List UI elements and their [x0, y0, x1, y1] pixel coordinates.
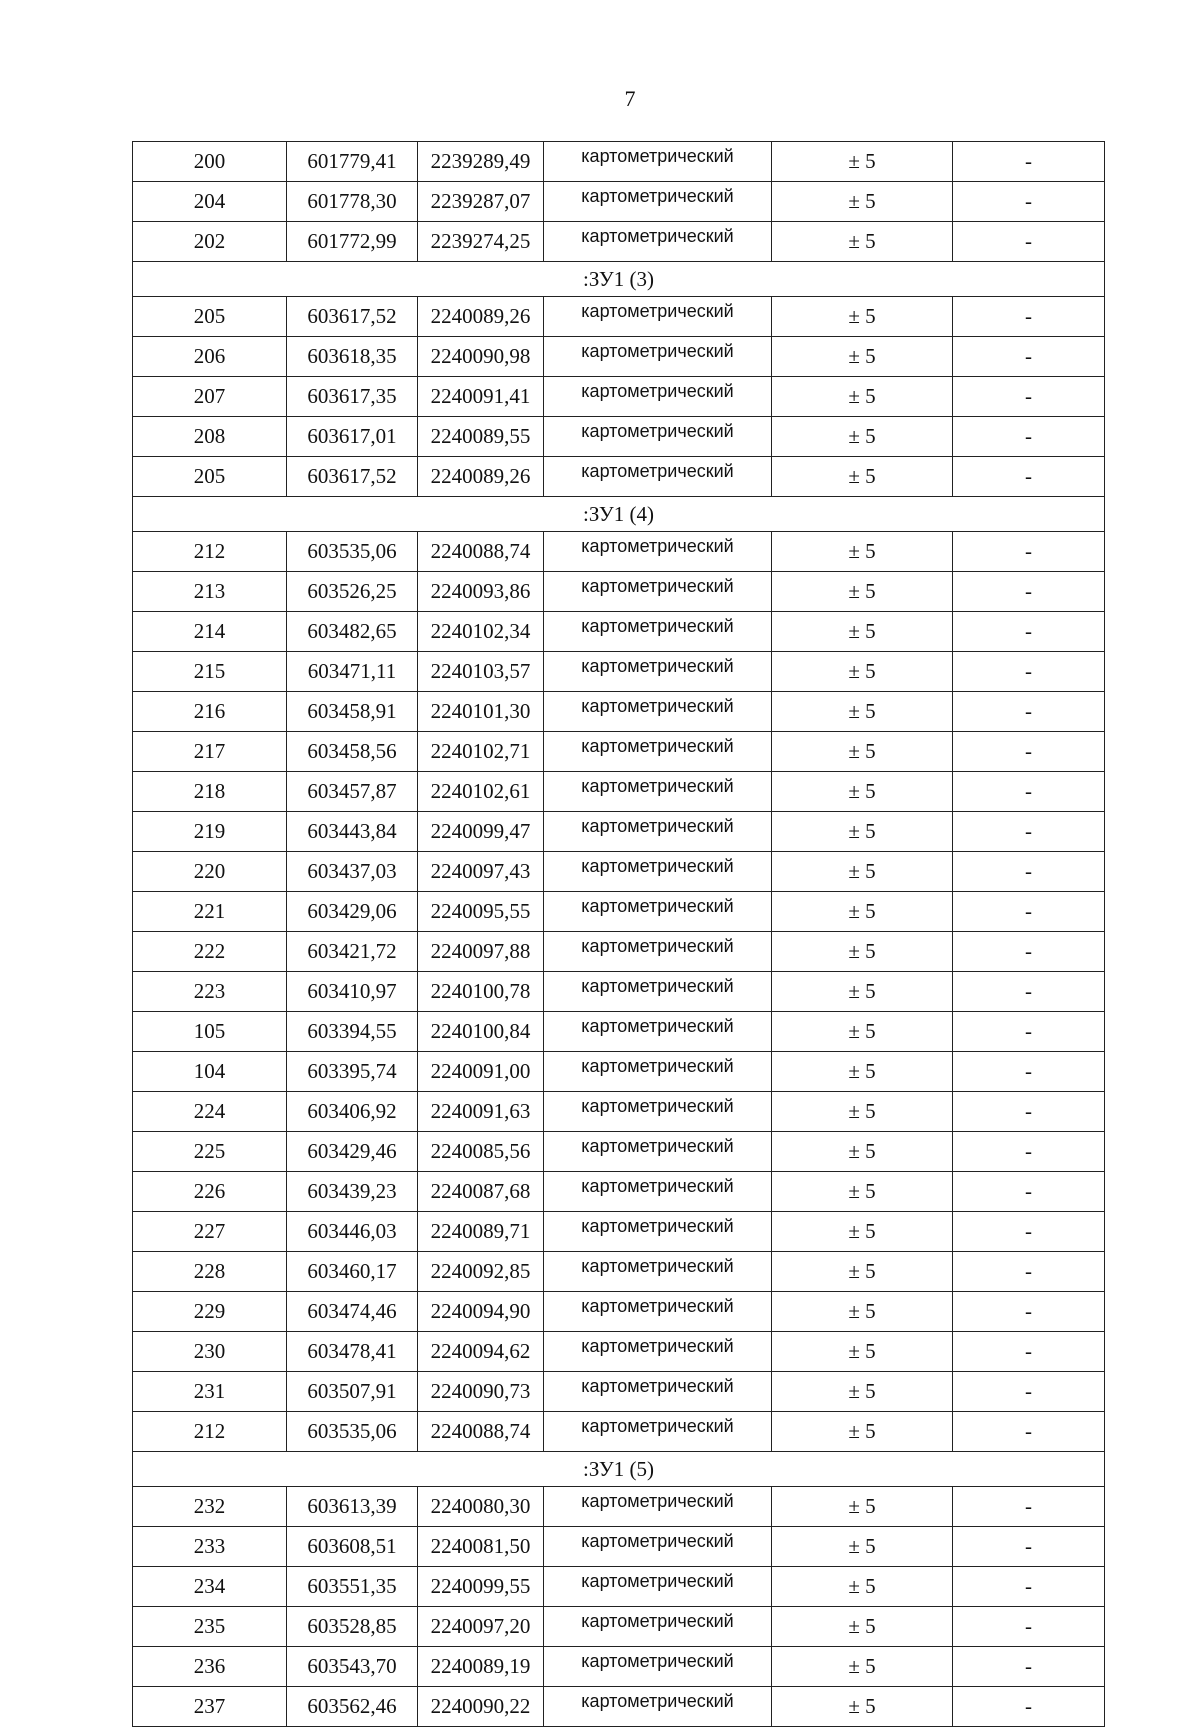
description-cell: -: [953, 572, 1105, 612]
x-coordinate-cell: 603562,46: [287, 1687, 418, 1727]
section-label: :ЗУ1 (4): [133, 497, 1105, 532]
point-number-cell: 220: [133, 852, 287, 892]
point-number-cell: 236: [133, 1647, 287, 1687]
point-number-cell: 216: [133, 692, 287, 732]
accuracy-cell: ± 5: [772, 932, 953, 972]
point-number-cell: 229: [133, 1292, 287, 1332]
y-coordinate-cell: 2240089,26: [418, 457, 544, 497]
method-cell: картометрический: [544, 812, 772, 852]
accuracy-cell: ± 5: [772, 972, 953, 1012]
table-row: [133, 572, 1105, 612]
description-cell: -: [953, 1412, 1105, 1452]
description-cell: -: [953, 1052, 1105, 1092]
method-cell: картометрический: [544, 892, 772, 932]
method-cell: картометрический: [544, 1132, 772, 1172]
x-coordinate-cell: 603429,06: [287, 892, 418, 932]
method-cell: картометрический: [544, 572, 772, 612]
method-cell: картометрический: [544, 337, 772, 377]
point-number-cell: 230: [133, 1332, 287, 1372]
method-cell: картометрический: [544, 692, 772, 732]
y-coordinate-cell: 2239274,25: [418, 222, 544, 262]
method-cell: картометрический: [544, 182, 772, 222]
x-coordinate-cell: 603543,70: [287, 1647, 418, 1687]
accuracy-cell: ± 5: [772, 1252, 953, 1292]
description-cell: -: [953, 142, 1105, 182]
table-row: [133, 532, 1105, 572]
x-coordinate-cell: 603528,85: [287, 1607, 418, 1647]
x-coordinate-cell: 603478,41: [287, 1332, 418, 1372]
y-coordinate-cell: 2240081,50: [418, 1527, 544, 1567]
method-cell: картометрический: [544, 222, 772, 262]
method-cell: картометрический: [544, 972, 772, 1012]
accuracy-cell: ± 5: [772, 417, 953, 457]
point-number-cell: 235: [133, 1607, 287, 1647]
point-number-cell: 206: [133, 337, 287, 377]
table-row: [133, 457, 1105, 497]
description-cell: -: [953, 297, 1105, 337]
method-cell: картометрический: [544, 377, 772, 417]
description-cell: -: [953, 972, 1105, 1012]
accuracy-cell: ± 5: [772, 1012, 953, 1052]
accuracy-cell: ± 5: [772, 182, 953, 222]
y-coordinate-cell: 2240090,73: [418, 1372, 544, 1412]
method-cell: картометрический: [544, 1687, 772, 1727]
method-cell: картометрический: [544, 457, 772, 497]
x-coordinate-cell: 603439,23: [287, 1172, 418, 1212]
accuracy-cell: ± 5: [772, 652, 953, 692]
method-cell: картометрический: [544, 1052, 772, 1092]
point-number-cell: 231: [133, 1372, 287, 1412]
description-cell: -: [953, 1487, 1105, 1527]
table-row: [133, 1132, 1105, 1172]
point-number-cell: 221: [133, 892, 287, 932]
accuracy-cell: ± 5: [772, 1052, 953, 1092]
description-cell: -: [953, 732, 1105, 772]
accuracy-cell: ± 5: [772, 142, 953, 182]
accuracy-cell: ± 5: [772, 772, 953, 812]
point-number-cell: 207: [133, 377, 287, 417]
x-coordinate-cell: 603395,74: [287, 1052, 418, 1092]
table-row: [133, 1292, 1105, 1332]
x-coordinate-cell: 603458,56: [287, 732, 418, 772]
y-coordinate-cell: 2240101,30: [418, 692, 544, 732]
point-number-cell: 234: [133, 1567, 287, 1607]
description-cell: -: [953, 1687, 1105, 1727]
table-row: [133, 297, 1105, 337]
method-cell: картометрический: [544, 1607, 772, 1647]
point-number-cell: 202: [133, 222, 287, 262]
accuracy-cell: ± 5: [772, 1527, 953, 1567]
x-coordinate-cell: 603507,91: [287, 1372, 418, 1412]
method-cell: картометрический: [544, 1092, 772, 1132]
x-coordinate-cell: 603446,03: [287, 1212, 418, 1252]
accuracy-cell: ± 5: [772, 377, 953, 417]
table-row: [133, 892, 1105, 932]
table-row: [133, 1527, 1105, 1567]
coordinates-table-body: [133, 142, 1105, 1727]
table-row: [133, 1092, 1105, 1132]
accuracy-cell: ± 5: [772, 572, 953, 612]
y-coordinate-cell: 2240097,20: [418, 1607, 544, 1647]
accuracy-cell: ± 5: [772, 1647, 953, 1687]
x-coordinate-cell: 603482,65: [287, 612, 418, 652]
point-number-cell: 204: [133, 182, 287, 222]
point-number-cell: 105: [133, 1012, 287, 1052]
accuracy-cell: ± 5: [772, 337, 953, 377]
method-cell: картометрический: [544, 1372, 772, 1412]
x-coordinate-cell: 603535,06: [287, 532, 418, 572]
y-coordinate-cell: 2240080,30: [418, 1487, 544, 1527]
table-row: [133, 142, 1105, 182]
description-cell: -: [953, 417, 1105, 457]
point-number-cell: 233: [133, 1527, 287, 1567]
y-coordinate-cell: 2240091,00: [418, 1052, 544, 1092]
y-coordinate-cell: 2239287,07: [418, 182, 544, 222]
description-cell: -: [953, 772, 1105, 812]
point-number-cell: 219: [133, 812, 287, 852]
table-row: [133, 1687, 1105, 1727]
y-coordinate-cell: 2240087,68: [418, 1172, 544, 1212]
description-cell: -: [953, 1332, 1105, 1372]
table-row: [133, 1372, 1105, 1412]
method-cell: картометрический: [544, 1647, 772, 1687]
section-header-row: [133, 497, 1105, 532]
method-cell: картометрический: [544, 772, 772, 812]
accuracy-cell: ± 5: [772, 1332, 953, 1372]
y-coordinate-cell: 2240088,74: [418, 1412, 544, 1452]
description-cell: -: [953, 1212, 1105, 1252]
method-cell: картометрический: [544, 852, 772, 892]
description-cell: -: [953, 1607, 1105, 1647]
description-cell: -: [953, 377, 1105, 417]
y-coordinate-cell: 2240085,56: [418, 1132, 544, 1172]
accuracy-cell: ± 5: [772, 692, 953, 732]
y-coordinate-cell: 2240099,47: [418, 812, 544, 852]
x-coordinate-cell: 603474,46: [287, 1292, 418, 1332]
point-number-cell: 205: [133, 297, 287, 337]
point-number-cell: 222: [133, 932, 287, 972]
y-coordinate-cell: 2240103,57: [418, 652, 544, 692]
point-number-cell: 214: [133, 612, 287, 652]
point-number-cell: 232: [133, 1487, 287, 1527]
x-coordinate-cell: 603617,52: [287, 457, 418, 497]
y-coordinate-cell: 2240089,26: [418, 297, 544, 337]
method-cell: картометрический: [544, 932, 772, 972]
point-number-cell: 208: [133, 417, 287, 457]
point-number-cell: 205: [133, 457, 287, 497]
accuracy-cell: ± 5: [772, 1412, 953, 1452]
x-coordinate-cell: 601778,30: [287, 182, 418, 222]
table-row: [133, 337, 1105, 377]
x-coordinate-cell: 603443,84: [287, 812, 418, 852]
accuracy-cell: ± 5: [772, 812, 953, 852]
section-header-row: [133, 262, 1105, 297]
description-cell: -: [953, 532, 1105, 572]
y-coordinate-cell: 2240095,55: [418, 892, 544, 932]
x-coordinate-cell: 603551,35: [287, 1567, 418, 1607]
table-row: [133, 1567, 1105, 1607]
method-cell: картометрический: [544, 417, 772, 457]
accuracy-cell: ± 5: [772, 1292, 953, 1332]
method-cell: картометрический: [544, 652, 772, 692]
x-coordinate-cell: 603613,39: [287, 1487, 418, 1527]
x-coordinate-cell: 603394,55: [287, 1012, 418, 1052]
accuracy-cell: ± 5: [772, 1092, 953, 1132]
table-row: [133, 812, 1105, 852]
method-cell: картометрический: [544, 1487, 772, 1527]
section-header-row: [133, 1452, 1105, 1487]
table-row: [133, 417, 1105, 457]
point-number-cell: 212: [133, 1412, 287, 1452]
description-cell: -: [953, 1172, 1105, 1212]
point-number-cell: 218: [133, 772, 287, 812]
accuracy-cell: ± 5: [772, 1172, 953, 1212]
y-coordinate-cell: 2240094,62: [418, 1332, 544, 1372]
accuracy-cell: ± 5: [772, 532, 953, 572]
table-row: [133, 692, 1105, 732]
method-cell: картометрический: [544, 1252, 772, 1292]
x-coordinate-cell: 603535,06: [287, 1412, 418, 1452]
x-coordinate-cell: 603458,91: [287, 692, 418, 732]
x-coordinate-cell: 603618,35: [287, 337, 418, 377]
point-number-cell: 215: [133, 652, 287, 692]
y-coordinate-cell: 2240089,71: [418, 1212, 544, 1252]
accuracy-cell: ± 5: [772, 1687, 953, 1727]
section-label: :ЗУ1 (5): [133, 1452, 1105, 1487]
y-coordinate-cell: 2240102,61: [418, 772, 544, 812]
description-cell: -: [953, 182, 1105, 222]
y-coordinate-cell: 2240090,22: [418, 1687, 544, 1727]
point-number-cell: 200: [133, 142, 287, 182]
table-row: [133, 1212, 1105, 1252]
x-coordinate-cell: 603421,72: [287, 932, 418, 972]
description-cell: -: [953, 612, 1105, 652]
description-cell: -: [953, 1567, 1105, 1607]
table-row: [133, 377, 1105, 417]
table-row: [133, 772, 1105, 812]
accuracy-cell: ± 5: [772, 612, 953, 652]
accuracy-cell: ± 5: [772, 1487, 953, 1527]
description-cell: -: [953, 1012, 1105, 1052]
point-number-cell: 224: [133, 1092, 287, 1132]
accuracy-cell: ± 5: [772, 1132, 953, 1172]
description-cell: -: [953, 852, 1105, 892]
accuracy-cell: ± 5: [772, 222, 953, 262]
table-row: [133, 932, 1105, 972]
table-row: [133, 182, 1105, 222]
point-number-cell: 225: [133, 1132, 287, 1172]
description-cell: -: [953, 652, 1105, 692]
description-cell: -: [953, 1132, 1105, 1172]
y-coordinate-cell: 2240100,84: [418, 1012, 544, 1052]
table-row: [133, 1607, 1105, 1647]
table-row: [133, 612, 1105, 652]
description-cell: -: [953, 457, 1105, 497]
x-coordinate-cell: 603471,11: [287, 652, 418, 692]
description-cell: -: [953, 1527, 1105, 1567]
y-coordinate-cell: 2239289,49: [418, 142, 544, 182]
table-row: [133, 652, 1105, 692]
method-cell: картометрический: [544, 1527, 772, 1567]
y-coordinate-cell: 2240093,86: [418, 572, 544, 612]
method-cell: картометрический: [544, 1412, 772, 1452]
x-coordinate-cell: 601772,99: [287, 222, 418, 262]
x-coordinate-cell: 603617,35: [287, 377, 418, 417]
method-cell: картометрический: [544, 297, 772, 337]
description-cell: -: [953, 1647, 1105, 1687]
page-number: 7: [624, 86, 636, 111]
table-row: [133, 1412, 1105, 1452]
description-cell: -: [953, 1092, 1105, 1132]
accuracy-cell: ± 5: [772, 1372, 953, 1412]
description-cell: -: [953, 812, 1105, 852]
accuracy-cell: ± 5: [772, 1607, 953, 1647]
y-coordinate-cell: 2240090,98: [418, 337, 544, 377]
table-row: [133, 1332, 1105, 1372]
point-number-cell: 228: [133, 1252, 287, 1292]
x-coordinate-cell: 603457,87: [287, 772, 418, 812]
table-row: [133, 1012, 1105, 1052]
y-coordinate-cell: 2240091,41: [418, 377, 544, 417]
method-cell: картометрический: [544, 1332, 772, 1372]
y-coordinate-cell: 2240097,43: [418, 852, 544, 892]
table-row: [133, 1172, 1105, 1212]
x-coordinate-cell: 603617,01: [287, 417, 418, 457]
y-coordinate-cell: 2240091,63: [418, 1092, 544, 1132]
y-coordinate-cell: 2240097,88: [418, 932, 544, 972]
accuracy-cell: ± 5: [772, 852, 953, 892]
table-row: [133, 1487, 1105, 1527]
table-row: [133, 222, 1105, 262]
accuracy-cell: ± 5: [772, 297, 953, 337]
table-row: [133, 852, 1105, 892]
accuracy-cell: ± 5: [772, 1212, 953, 1252]
description-cell: -: [953, 932, 1105, 972]
description-cell: -: [953, 1292, 1105, 1332]
x-coordinate-cell: 603406,92: [287, 1092, 418, 1132]
point-number-cell: 237: [133, 1687, 287, 1727]
description-cell: -: [953, 222, 1105, 262]
x-coordinate-cell: 603429,46: [287, 1132, 418, 1172]
y-coordinate-cell: 2240100,78: [418, 972, 544, 1012]
method-cell: картометрический: [544, 532, 772, 572]
y-coordinate-cell: 2240102,34: [418, 612, 544, 652]
y-coordinate-cell: 2240099,55: [418, 1567, 544, 1607]
x-coordinate-cell: 603410,97: [287, 972, 418, 1012]
accuracy-cell: ± 5: [772, 732, 953, 772]
method-cell: картометрический: [544, 732, 772, 772]
y-coordinate-cell: 2240092,85: [418, 1252, 544, 1292]
method-cell: картометрический: [544, 1567, 772, 1607]
y-coordinate-cell: 2240102,71: [418, 732, 544, 772]
point-number-cell: 212: [133, 532, 287, 572]
description-cell: -: [953, 1372, 1105, 1412]
x-coordinate-cell: 603460,17: [287, 1252, 418, 1292]
accuracy-cell: ± 5: [772, 892, 953, 932]
method-cell: картометрический: [544, 142, 772, 182]
accuracy-cell: ± 5: [772, 457, 953, 497]
point-number-cell: 223: [133, 972, 287, 1012]
y-coordinate-cell: 2240094,90: [418, 1292, 544, 1332]
description-cell: -: [953, 692, 1105, 732]
point-number-cell: 227: [133, 1212, 287, 1252]
table-row: [133, 1647, 1105, 1687]
point-number-cell: 226: [133, 1172, 287, 1212]
description-cell: -: [953, 337, 1105, 377]
method-cell: картометрический: [544, 612, 772, 652]
table-row: [133, 972, 1105, 1012]
table-row: [133, 1052, 1105, 1092]
method-cell: картометрический: [544, 1012, 772, 1052]
accuracy-cell: ± 5: [772, 1567, 953, 1607]
x-coordinate-cell: 603617,52: [287, 297, 418, 337]
x-coordinate-cell: 603608,51: [287, 1527, 418, 1567]
description-cell: -: [953, 892, 1105, 932]
description-cell: -: [953, 1252, 1105, 1292]
x-coordinate-cell: 603437,03: [287, 852, 418, 892]
table-row: [133, 732, 1105, 772]
point-number-cell: 217: [133, 732, 287, 772]
point-number-cell: 213: [133, 572, 287, 612]
method-cell: картометрический: [544, 1292, 772, 1332]
y-coordinate-cell: 2240088,74: [418, 532, 544, 572]
y-coordinate-cell: 2240089,19: [418, 1647, 544, 1687]
coordinates-table: [132, 141, 1105, 1727]
point-number-cell: 104: [133, 1052, 287, 1092]
x-coordinate-cell: 603526,25: [287, 572, 418, 612]
method-cell: картометрический: [544, 1212, 772, 1252]
table-row: [133, 1252, 1105, 1292]
method-cell: картометрический: [544, 1172, 772, 1212]
x-coordinate-cell: 601779,41: [287, 142, 418, 182]
section-label: :ЗУ1 (3): [133, 262, 1105, 297]
y-coordinate-cell: 2240089,55: [418, 417, 544, 457]
